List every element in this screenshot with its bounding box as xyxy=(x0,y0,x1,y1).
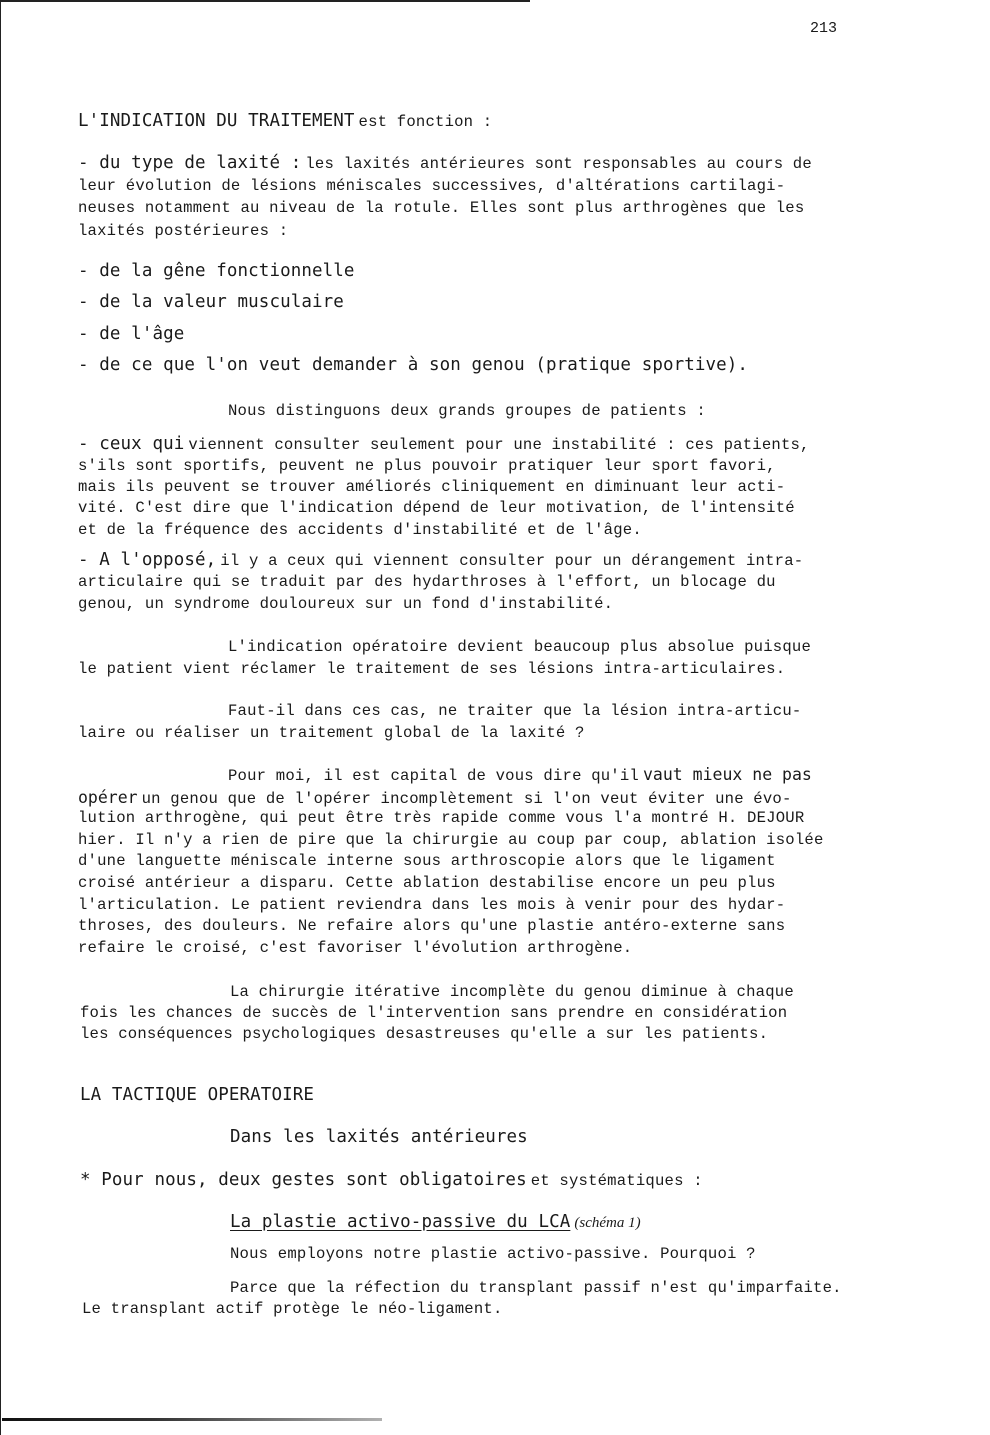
paragraph-emphasis: opérer xyxy=(78,788,138,807)
plastie-title: La plastie activo-passive du LCA xyxy=(230,1212,571,1232)
indication-heading-line xyxy=(78,111,492,131)
factor-item: - de ce que l'on veut demander à son genou (pratique sportive). xyxy=(78,355,749,375)
paragraph-emphasis: vaut mieux ne pas xyxy=(642,765,812,784)
paragraph-line xyxy=(78,788,792,808)
page-bottom-edge xyxy=(2,1418,382,1421)
paragraph-text: throses, des douleurs. Ne refaire alors qu'une plastie antéro-externe sans xyxy=(78,917,786,935)
type-laxite-line xyxy=(78,153,812,173)
plastie-ref: (schéma 1) xyxy=(574,1215,641,1231)
group-two-line xyxy=(78,550,803,570)
page-number: 213 xyxy=(810,20,838,37)
page-left-edge xyxy=(0,0,1,1435)
paragraph-text: Parce que la réfection du transplant passif n'est qu'imparfaite. xyxy=(230,1279,842,1297)
indication-heading: L'INDICATION DU TRAITEMENT xyxy=(78,111,355,131)
type-laxite-label: - du type de laxité : xyxy=(78,153,302,173)
group-two-text: genou, un syndrome douloureux sur un fond d'instabilité. xyxy=(78,595,614,613)
paragraph-text: d'une languette méniscale interne sous arthroscopie alors que le ligament xyxy=(78,852,776,870)
factor-item: - de l'âge xyxy=(78,324,185,344)
paragraph-text: Pour moi, il est capital de vous dire qu'il xyxy=(228,767,639,785)
tactique-heading: LA TACTIQUE OPERATOIRE xyxy=(80,1085,314,1105)
group-one-text: mais ils peuvent se trouver améliorés cliniquement en diminuant leur acti- xyxy=(78,478,786,496)
tactique-bullet-text: et systématiques : xyxy=(530,1172,703,1190)
tactique-bullet xyxy=(80,1170,703,1190)
groupes-intro: Nous distinguons deux grands groupes de patients : xyxy=(228,402,706,420)
paragraph-text: La chirurgie itérative incomplète du genou diminue à chaque xyxy=(230,983,794,1001)
group-one-dash: - ceux qui xyxy=(78,434,185,454)
tactique-bullet-text: * Pour nous, deux gestes sont obligatoires xyxy=(80,1170,527,1190)
paragraph-text: les conséquences psychologiques desastreuses qu'elle a sur les patients. xyxy=(80,1025,769,1043)
paragraph-text: hier. Il n'y a rien de pire que la chirurgie au coup par coup, ablation isolée xyxy=(78,831,824,849)
tactique-subheading: Dans les laxités antérieures xyxy=(230,1127,528,1147)
paragraph-text: l'articulation. Le patient reviendra dans les mois à venir pour des hydar- xyxy=(78,896,786,914)
paragraph-text: laire ou réaliser un traitement global de la laxité ? xyxy=(78,724,585,742)
group-two-text: articulaire qui se traduit par des hydarthroses à l'effort, un blocage du xyxy=(78,573,776,591)
paragraph-text: lution arthrogène, qui peut être très rapide comme vous l'a montré H. DEJOUR xyxy=(78,809,805,827)
page-top-edge xyxy=(0,0,530,2)
factor-item: - de la gêne fonctionnelle xyxy=(78,261,355,281)
group-one-line xyxy=(78,434,810,454)
paragraph-line xyxy=(228,765,812,785)
paragraph-text: le patient vient réclamer le traitement de ses lésions intra-articulaires. xyxy=(78,660,786,678)
group-two-dash: - A l'opposé, xyxy=(78,550,217,570)
type-laxite-text: neuses notamment au niveau de la rotule. Elles sont plus arthrogènes que les xyxy=(78,199,805,217)
paragraph-text: Faut-il dans ces cas, ne traiter que la lésion intra-articu- xyxy=(228,702,802,720)
group-two-text: il y a ceux qui viennent consulter pour un dérangement intra- xyxy=(220,552,804,570)
paragraph-text: Nous employons notre plastie activo-passive. Pourquoi ? xyxy=(230,1245,756,1263)
type-laxite-text: leur évolution de lésions méniscales successives, d'altérations cartilagi- xyxy=(78,177,786,195)
paragraph-text: L'indication opératoire devient beaucoup plus absolue puisque xyxy=(228,638,812,656)
group-one-text: et de la fréquence des accidents d'instabilité et de l'âge. xyxy=(78,521,642,539)
type-laxite-text: les laxités antérieures sont responsables au cours de xyxy=(305,155,812,173)
group-one-text: s'ils sont sportifs, peuvent ne plus pouvoir pratiquer leur sport favori, xyxy=(78,457,776,475)
paragraph-text: croisé antérieur a disparu. Cette ablation destabilise encore un peu plus xyxy=(78,874,776,892)
factor-item: - de la valeur musculaire xyxy=(78,292,344,312)
indication-heading-suffix: est fonction : xyxy=(358,113,493,131)
paragraph-text: fois les chances de succès de l'intervention sans prendre en considération xyxy=(80,1004,788,1022)
paragraph-text: Le transplant actif protège le néo-ligament. xyxy=(82,1300,503,1318)
group-one-text: viennent consulter seulement pour une instabilité : ces patients, xyxy=(188,436,810,454)
type-laxite-text: laxités postérieures : xyxy=(78,222,289,240)
group-one-text: vité. C'est dire que l'indication dépend de leur motivation, de l'intensité xyxy=(78,499,795,517)
paragraph-text: un genou que de l'opérer incomplètement si l'on veut éviter une évo- xyxy=(141,790,792,808)
paragraph-text: refaire le croisé, c'est favoriser l'évolution arthrogène. xyxy=(78,939,633,957)
plastie-title-line xyxy=(230,1212,641,1232)
